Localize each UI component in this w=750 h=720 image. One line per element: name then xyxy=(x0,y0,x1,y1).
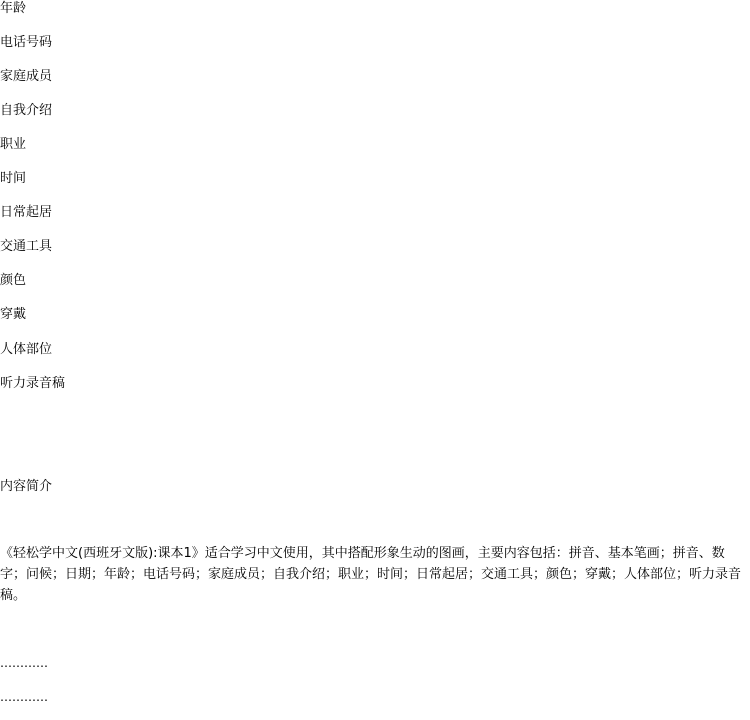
ellipsis-line: ………… xyxy=(0,690,48,704)
topic-item: 家庭成员 xyxy=(0,69,53,84)
topic-item: 颜色 xyxy=(0,273,27,288)
topic-item: 日常起居 xyxy=(0,205,53,220)
topic-item: 人体部位 xyxy=(0,342,53,357)
topic-item: 交通工具 xyxy=(0,239,53,254)
section-heading: 内容简介 xyxy=(0,479,53,494)
topic-item: 时间 xyxy=(0,171,27,186)
topic-item: 职业 xyxy=(0,137,27,152)
topic-item: 穿戴 xyxy=(0,307,27,322)
topic-item: 自我介绍 xyxy=(0,103,53,118)
topic-item: 电话号码 xyxy=(0,35,53,50)
topic-item: 听力录音稿 xyxy=(0,376,66,391)
topic-item: 年龄 xyxy=(0,1,27,16)
description-paragraph: 《轻松学中文(西班牙文版):课本1》适合学习中文使用，其中搭配形象生动的图画，主要内容包括：拼音、基本笔画；拼音、数字；问候；日期；年龄；电话号码；家庭成员；自我介绍；职业；时间；日常起居；交通工具；颜色；穿戴；人体部位；听力录音稿。 xyxy=(0,546,742,603)
ellipsis-line: ………… xyxy=(0,656,48,670)
